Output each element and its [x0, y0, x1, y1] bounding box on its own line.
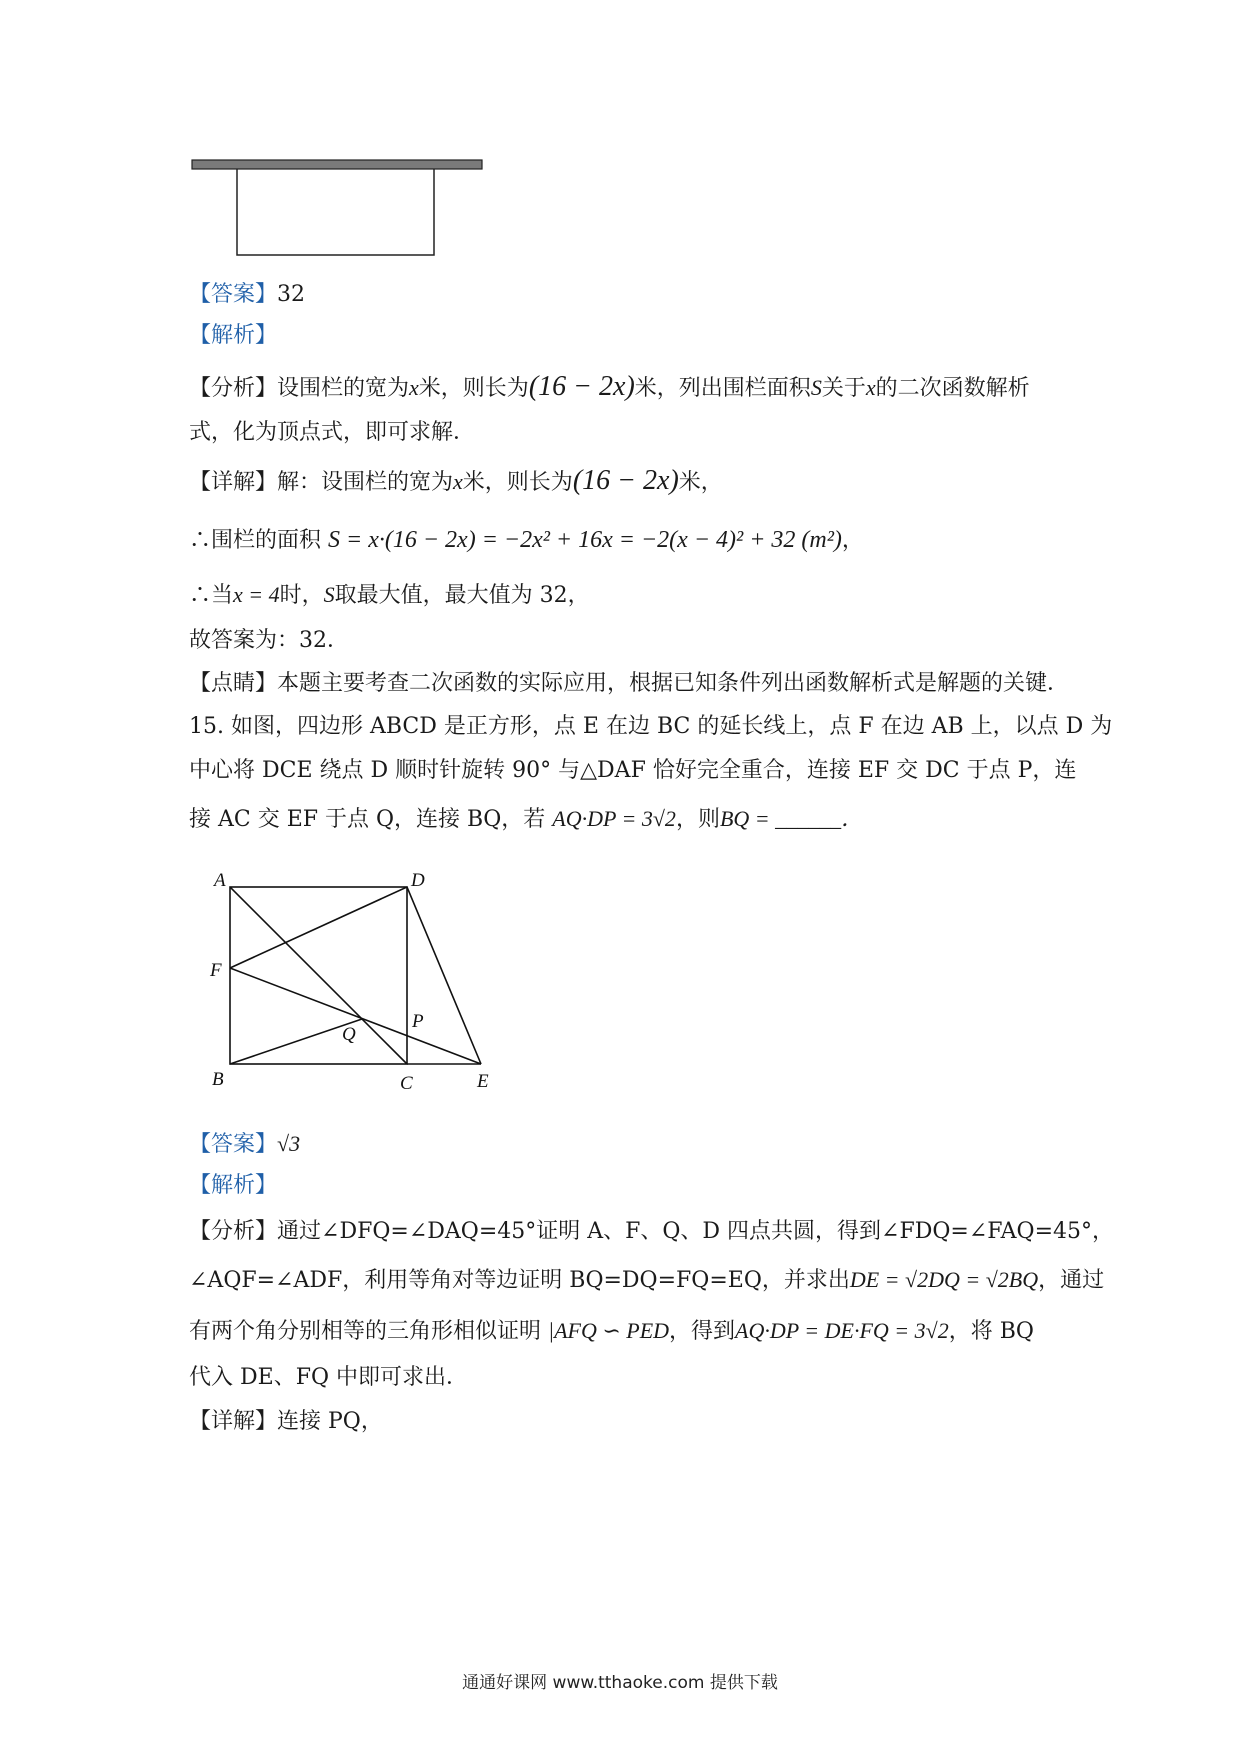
text: 关于 — [821, 376, 866, 401]
segment-fe — [230, 968, 481, 1064]
q14-max-line — [189, 580, 1069, 611]
text: ∠AQF=∠ADF，利用等角对等边证明 BQ=DQ=FQ=EQ，并求出 — [189, 1268, 850, 1293]
fence-outline — [237, 169, 434, 255]
text: 设围栏的宽为 — [277, 376, 410, 401]
q14-fenxi-line2: 式，化为顶点式，即可求解． — [189, 420, 476, 445]
math: S = x·(16 − 2x) = −2x² + 16x = −2(x − 4)² + 32 (m²) — [328, 527, 842, 553]
wall — [192, 160, 482, 169]
math: S — [810, 375, 822, 400]
q14-detail-line1 — [189, 466, 1069, 498]
math: (16 − 2x) — [572, 465, 679, 496]
math: BQ = ______． — [719, 806, 864, 831]
math: DE = √2DQ = √2BQ — [849, 1267, 1039, 1292]
segment-de — [407, 887, 481, 1064]
math: |AFQ ∽ PED — [548, 1318, 670, 1343]
answer-tag: 【答案】 — [189, 1132, 278, 1157]
q14-analysis-tag — [189, 321, 1069, 351]
q15-fenxi-line4: 代入 DE、FQ 中即可求出． — [189, 1365, 468, 1390]
text: 米，则长为 — [462, 470, 573, 495]
q15-fenxi-line3 — [189, 1316, 1069, 1347]
text: 米，则长为 — [418, 376, 529, 401]
q15-answer — [189, 1129, 1069, 1160]
text: 解：设围栏的宽为 — [277, 470, 454, 495]
math: S — [323, 582, 335, 607]
label-f: F — [210, 960, 222, 981]
q15-analysis-tag — [189, 1171, 1069, 1201]
label-b: B — [212, 1069, 224, 1090]
text: ，则 — [675, 807, 720, 832]
text: ，通过 — [1038, 1268, 1105, 1293]
text: ， — [841, 528, 864, 553]
detail-tag: 【详解】 — [189, 470, 278, 495]
q14-area-line — [189, 525, 1069, 556]
q15-fenxi-line1 — [189, 1217, 1115, 1247]
q14-conclusion: 故答案为：32． — [189, 628, 349, 653]
q14-comment — [189, 669, 1069, 699]
answer-value: √3 — [277, 1131, 301, 1156]
text: ∴当 — [189, 583, 234, 608]
text: 的二次函数解析 — [875, 376, 1030, 401]
text: ∴围栏的面积 — [189, 528, 322, 553]
detail-tag: 【详解】 — [189, 1409, 278, 1434]
text: 连接 PQ， — [277, 1409, 383, 1434]
analysis-tag: 【解析】 — [189, 323, 278, 348]
text: ，将 BQ — [948, 1319, 1034, 1344]
q14-fenxi-line1 — [189, 372, 1069, 404]
label-c: C — [400, 1073, 413, 1094]
text: 接 AC 交 EF 于点 Q，连接 BQ，若 — [189, 807, 546, 832]
answer-value: 32 — [277, 282, 306, 307]
segment-fd — [230, 887, 407, 968]
label-p: P — [412, 1011, 424, 1032]
fence-figure — [190, 158, 490, 260]
q15-fenxi-line2 — [189, 1265, 1105, 1296]
square-figure — [205, 866, 505, 1100]
q14-answer — [189, 280, 1069, 310]
label-d: D — [411, 870, 425, 891]
comment-tag: 【点睛】 — [189, 671, 278, 696]
fenxi-tag: 【分析】 — [189, 1219, 278, 1244]
text: 米， — [678, 470, 723, 495]
analysis-tag: 【解析】 — [189, 1173, 278, 1198]
math: (16 − 2x) — [528, 371, 635, 402]
label-a: A — [214, 870, 226, 891]
text: 取最大值，最大值为 32， — [334, 583, 590, 608]
fenxi-tag: 【分析】 — [189, 376, 278, 401]
q15-line1: 15. 如图，四边形 ABCD 是正方形，点 E 在边 BC 的延长线上，点 F 在边 AB 上，以点 D 为 — [189, 714, 1113, 739]
q15-detail — [189, 1407, 1069, 1437]
label-e: E — [477, 1071, 489, 1092]
answer-tag: 【答案】 — [189, 282, 278, 307]
text: ，得到 — [669, 1319, 736, 1344]
math: x — [453, 469, 463, 494]
text: 时， — [279, 583, 324, 608]
math: AQ·DP = DE·FQ = 3√2 — [735, 1318, 949, 1343]
math: x — [865, 375, 876, 400]
text: 有两个角分别相等的三角形相似证明 — [189, 1319, 542, 1344]
math: x = 4 — [233, 582, 280, 607]
math: AQ·DP = 3√2 — [552, 806, 676, 831]
page-footer: 通通好课网 www.tthaoke.com 提供下载 — [462, 1673, 778, 1693]
segment-ac — [230, 887, 407, 1064]
q15-line3 — [189, 804, 1069, 835]
label-q: Q — [342, 1024, 356, 1045]
text: 本题主要考查二次函数的实际应用，根据已知条件列出函数解析式是解题的关键． — [277, 671, 1070, 696]
q15-line2: 中心将 DCE 绕点 D 顺时针旋转 90° 与△DAF 恰好完全重合，连接 EF 交 DC 于点 P，连 — [189, 758, 1077, 783]
math: x — [409, 375, 419, 400]
text: 米，列出围栏面积 — [634, 376, 811, 401]
text: 通过∠DFQ=∠DAQ=45°证明 A、F、Q、D 四点共圆，得到∠FDQ=∠FAQ=45°， — [277, 1219, 1115, 1244]
